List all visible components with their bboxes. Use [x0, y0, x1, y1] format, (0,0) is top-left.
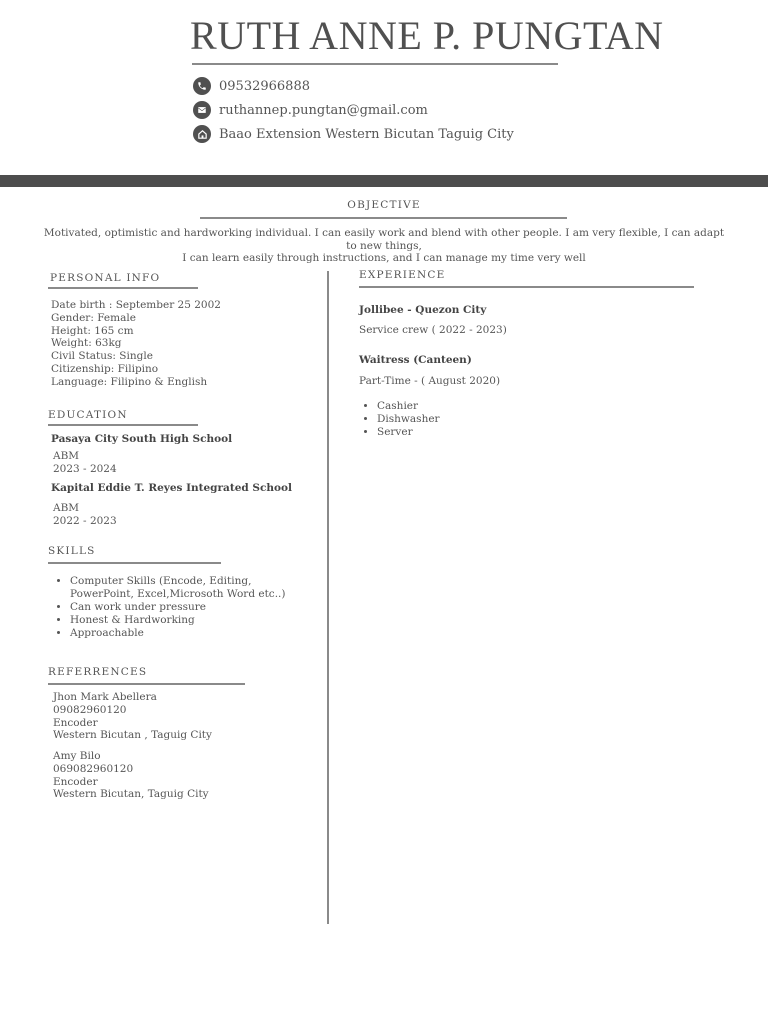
personal-info-line: Height: 165 cm	[51, 324, 134, 337]
reference-role: Encoder	[53, 716, 98, 729]
resume-name: RUTH ANNE P. PUNGTAN	[190, 13, 664, 58]
objective-line-2: I can learn easily through instructions, and I can manage my time very well	[182, 252, 586, 264]
school-years: 2022 - 2023	[53, 515, 117, 527]
phone-icon	[193, 77, 211, 95]
personal-info-list	[51, 299, 221, 389]
school-years: 2023 - 2024	[53, 463, 117, 475]
job-detail: Service crew ( 2022 - 2023)	[359, 324, 507, 336]
education-title: EDUCATION	[48, 409, 128, 421]
duty-item: • Cashier	[377, 400, 440, 413]
skills-list-wrap	[52, 575, 302, 640]
address: Baao Extension Western Bicutan Taguig City	[219, 126, 514, 142]
school-strand: ABM	[53, 502, 80, 514]
reference-entry	[53, 750, 209, 801]
objective-rule	[200, 217, 567, 219]
personal-info-line: Civil Status: Single	[51, 350, 153, 363]
duty-item: • Dishwasher	[377, 413, 440, 426]
skill-item: • Approachable	[70, 627, 302, 640]
personal-info-line: Gender: Female	[51, 311, 136, 324]
skill-item: • Computer Skills (Encode, Editing, PowerPoint, Excel,Microsoth Word etc..)	[70, 575, 302, 601]
duties-list-wrap	[359, 400, 440, 439]
reference-phone: 09082960120	[53, 703, 127, 716]
job-company: Jollibee - Quezon City	[359, 304, 487, 316]
contact-phone	[193, 76, 310, 96]
personal-info-line: Citizenship: Filipino	[51, 362, 159, 375]
school-strand: ABM	[53, 450, 80, 462]
personal-info-rule	[48, 287, 198, 289]
contact-email	[193, 100, 428, 120]
personal-info-line: Date birth : September 25 2002	[51, 299, 221, 311]
experience-title: EXPERIENCE	[359, 269, 446, 281]
objective-line-1: Motivated, optimistic and hardworking individual. I can easily work and blend with other people. I am very flexible, I can adapt to new things,	[43, 227, 725, 252]
personal-info-line: Language: Filipino & English	[51, 375, 208, 388]
education-rule	[48, 424, 198, 426]
reference-location: Western Bicutan , Taguig City	[53, 729, 212, 742]
reference-role: Encoder	[53, 775, 98, 788]
references-title: REFERRENCES	[48, 666, 148, 678]
reference-location: Western Bicutan, Taguig City	[53, 788, 209, 801]
personal-info-line: Weight: 63kg	[51, 337, 122, 350]
name-underline	[192, 63, 558, 65]
references-rule	[48, 683, 245, 685]
skill-item: • Honest & Hardworking	[70, 614, 302, 627]
reference-entry	[53, 691, 212, 742]
email-address: ruthannep.pungtan@gmail.com	[219, 102, 428, 118]
skills-title: SKILLS	[48, 545, 96, 557]
home-icon	[193, 125, 211, 143]
skill-item: • Can work under pressure	[70, 601, 302, 614]
duty-item: • Server	[377, 426, 440, 439]
objective-text	[40, 227, 728, 265]
skills-rule	[48, 562, 221, 564]
reference-name: Jhon Mark Abellera	[53, 691, 157, 703]
contact-address	[193, 124, 514, 144]
job-detail: Part-Time - ( August 2020)	[359, 375, 501, 387]
school-name: Pasaya City South High School	[51, 433, 233, 445]
reference-name: Amy Bilo	[53, 750, 101, 762]
email-icon	[193, 101, 211, 119]
job-company: Waitress (Canteen)	[359, 354, 472, 366]
phone-number: 09532966888	[219, 78, 310, 94]
column-divider	[327, 271, 329, 924]
skills-list	[52, 575, 302, 640]
header-band	[0, 175, 768, 187]
school-name: Kapital Eddie T. Reyes Integrated School	[51, 482, 292, 494]
experience-rule	[359, 286, 694, 288]
personal-info-title: PERSONAL INFO	[50, 272, 161, 284]
duties-list	[359, 400, 440, 439]
reference-phone: 069082960120	[53, 762, 134, 775]
objective-title: OBJECTIVE	[347, 199, 421, 211]
